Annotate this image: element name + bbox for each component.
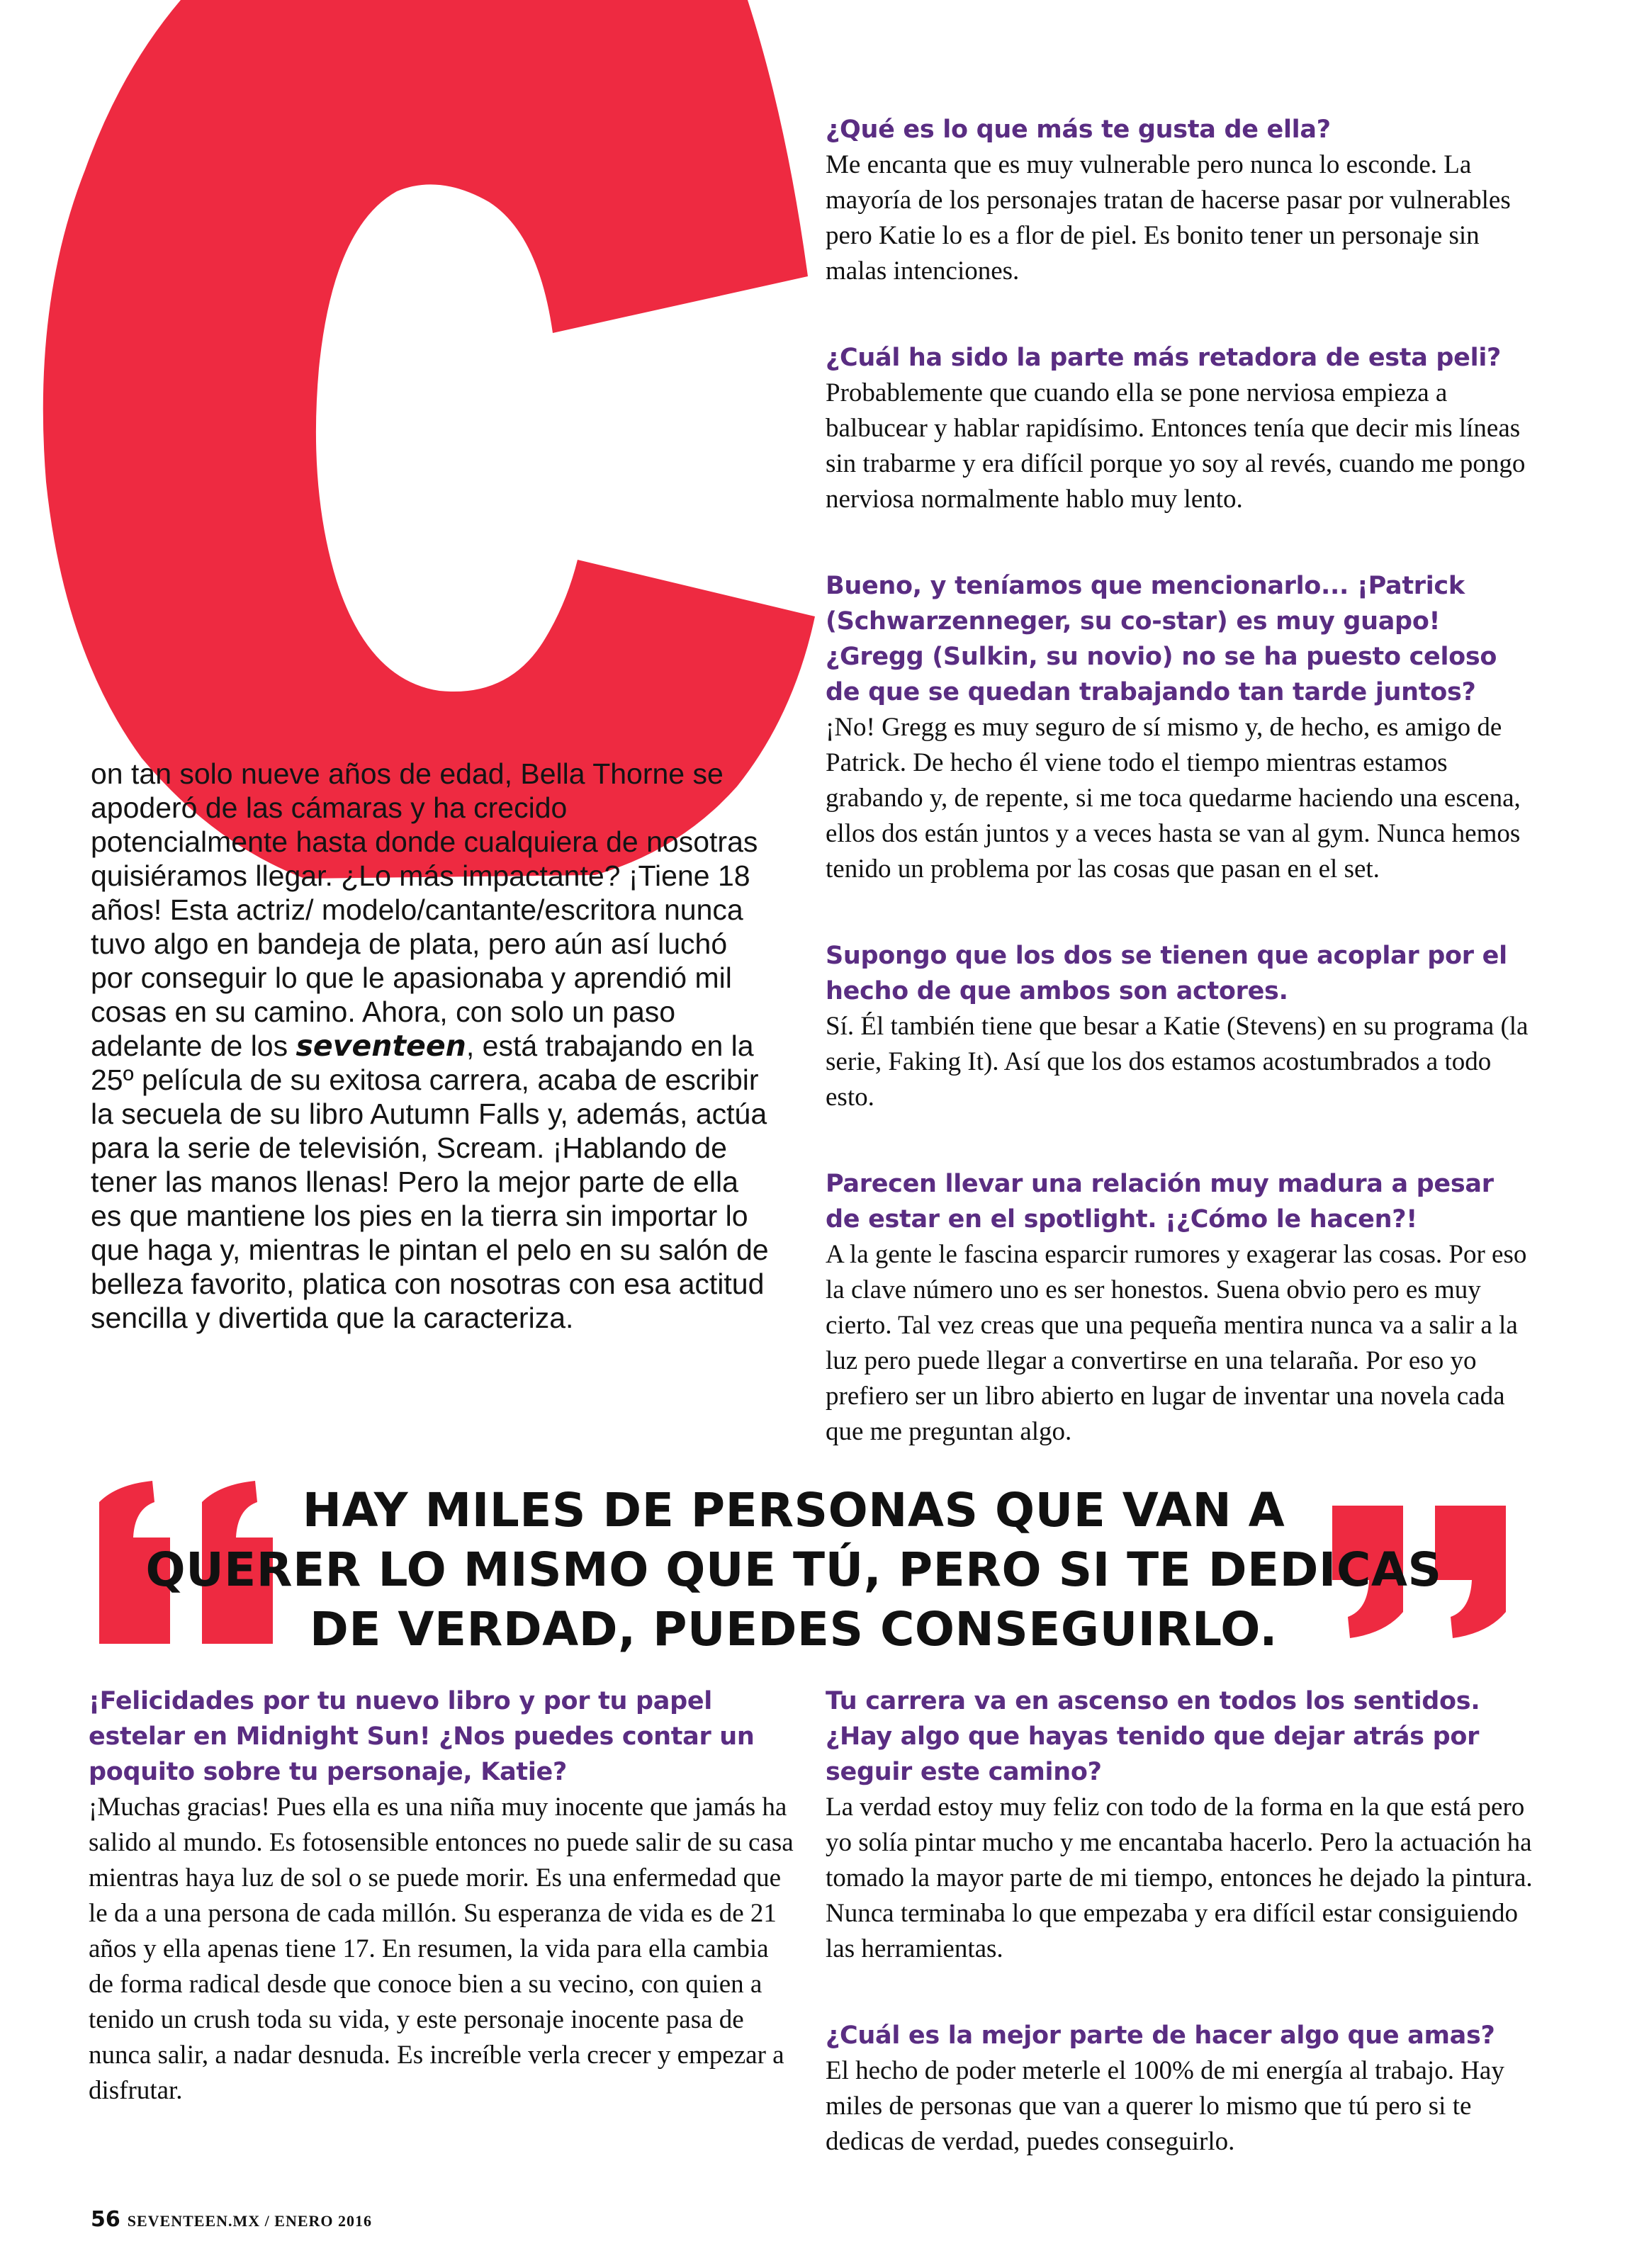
qa-block-3	[826, 568, 1534, 887]
qa-block-8	[826, 2018, 1534, 2160]
pullquote-line-1: HAY MILES DE PERSONAS QUE VAN A	[302, 1483, 1285, 1538]
left-column-bottom	[89, 1683, 797, 2160]
intro-paragraph	[91, 757, 771, 1335]
question: Supongo que los dos se tienen que acoplar por el hecho de que ambos son actores.	[826, 942, 1507, 1005]
question: ¿Qué es lo que más te gusta de ella?	[826, 115, 1331, 144]
answer: Probablemente que cuando ella se pone nerviosa empieza a balbucear y hablar rapidísimo. Entonces tenía que decir mis líneas sin trabarme y era difícil porque yo soy al revés, cuando me pongo nerviosa normalmente hablo muy lento.	[826, 378, 1526, 514]
answer: A la gente le fascina esparcir rumores y exagerar las cosas. Por eso la clave número uno es ser honestos. Suena obvio pero es muy cierto. Tal vez creas que una pequeña mentira nunca va a salir a la luz pero puede llegar a convertirse en una telaraña. Por eso yo prefiero ser un libro abierto en lugar de inventar una novela cada que me preguntan algo.	[826, 1240, 1527, 1446]
question: Parecen llevar una relación muy madura a pesar de estar en el spotlight. ¡¿Cómo le hacen?!	[826, 1170, 1494, 1234]
pullquote-line-2: QUERER LO MISMO QUE TÚ, PERO SI TE DEDICAS	[145, 1542, 1442, 1597]
intro-brand: seventeen	[296, 1029, 466, 1063]
page-footer	[91, 2207, 372, 2232]
answer: La verdad estoy muy feliz con todo de la forma en la que está pero yo solía pintar mucho y me encantaba hacerlo. Pero la actuación ha tomado la mayor parte de mi tiempo, entonces he dejado la pintura. Nunca terminaba lo que empezaba y era difícil estar consiguiendo las herramientas.	[826, 1793, 1533, 1963]
qa-block-7	[826, 1683, 1534, 1967]
answer: ¡Muchas gracias! Pues ella es una niña muy inocente que jamás ha salido al mundo. Es fotosensible entonces no puede salir de su casa mientras haya luz de sol o se puede morir. Es una enfermedad que le da a una persona de cada millón. Su esperanza de vida es de 21 años y ella apenas tiene 17. En resumen, la vida para ella cambia de forma radical desde que conoce bien a su vecino, con quien a tenido un crush toda su vida, y este personaje inocente pasa de nunca salir, a nadar desnuda. Es increíble verla crecer y empezar a disfrutar.	[89, 1793, 794, 2105]
question: Bueno, y teníamos que mencionarlo... ¡Patrick (Schwarzenneger, su co-star) es muy guapo! ¿Gregg (Sulkin, su novio) no se ha puesto celoso de que se quedan trabajando tan tarde juntos?	[826, 572, 1497, 706]
right-column-bottom	[826, 1683, 1534, 2211]
dropcap-c-shape-svg	[0, 0, 850, 879]
pullquote-text	[85, 1481, 1502, 1659]
qa-block-2	[826, 340, 1534, 517]
answer: El hecho de poder meterle el 100% de mi energía al trabajo. Hay miles de personas que van a querer lo mismo que tú pero si te dedicas de verdad, puedes conseguirlo.	[826, 2056, 1504, 2156]
intro-text-after: , está trabajando en la 25º película de su exitosa carrera, acaba de escribir la secuela de su libro Autumn Falls y, además, actúa para la serie de televisión, Scream. ¡Hablando de tener las manos llenas! Pero la mejor parte de ella es que mantiene los pies en la tierra sin importar lo que haga y, mientras le pintan el pelo en su salón de belleza favorito, platica con nosotras con esa actitud sencilla y divertida que la caracteriza.	[91, 1029, 769, 1334]
qa-block-1	[826, 112, 1534, 289]
qa-block-5	[826, 1166, 1534, 1450]
qa-block-4	[826, 938, 1534, 1115]
question: Tu carrera va en ascenso en todos los sentidos. ¿Hay algo que hayas tenido que dejar atrás por seguir este camino?	[826, 1687, 1480, 1786]
answer: Me encanta que es muy vulnerable pero nunca lo esconde. La mayoría de los personajes tratan de hacerse pasar por vulnerables pero Katie lo es a flor de piel. Es bonito tener un personaje sin malas intenciones.	[826, 150, 1511, 286]
question: ¿Cuál ha sido la parte más retadora de esta peli?	[826, 344, 1502, 372]
magazine-credit: SEVENTEEN.MX / ENERO 2016	[127, 2212, 373, 2230]
pullquote-line-3: DE VERDAD, PUEDES CONSEGUIRLO.	[310, 1602, 1278, 1657]
qa-block-6	[89, 1683, 797, 2109]
question: ¡Felicidades por tu nuevo libro y por tu papel estelar en Midnight Sun! ¿Nos puedes contar un poquito sobre tu personaje, Katie?	[89, 1687, 755, 1786]
right-column-top	[826, 112, 1534, 1501]
intro-text-before: on tan solo nueve años de edad, Bella Thorne se apoderó de las cámaras y ha crecido potencialmente hasta donde cualquiera de nosotras quisiéramos llegar. ¿Lo más impactante? ¡Tiene 18 años! Esta actriz/ modelo/cantante/escritora nunca tuvo algo en bandeja de plata, pero aún así luchó por conseguir lo que le apasionaba y aprendió mil cosas en su camino. Ahora, con solo un paso adelante de los	[91, 757, 758, 1062]
answer: ¡No! Gregg es muy seguro de sí mismo y, de hecho, es amigo de Patrick. De hecho él viene todo el tiempo mientras estamos grabando y, de repente, si me toca quedarme haciendo una escena, ellos dos están juntos y a veces hasta se van al gym. Nunca hemos tenido un problema por las cosas que pasan en el set.	[826, 713, 1521, 884]
question: ¿Cuál es la mejor parte de hacer algo que amas?	[826, 2021, 1495, 2050]
dropcap-c-path	[43, 0, 815, 879]
page-number: 56	[91, 2207, 120, 2232]
answer: Sí. Él también tiene que besar a Katie (Stevens) en su programa (la serie, Faking It). Así que los dos estamos acostumbrados a todo esto.	[826, 1012, 1529, 1112]
